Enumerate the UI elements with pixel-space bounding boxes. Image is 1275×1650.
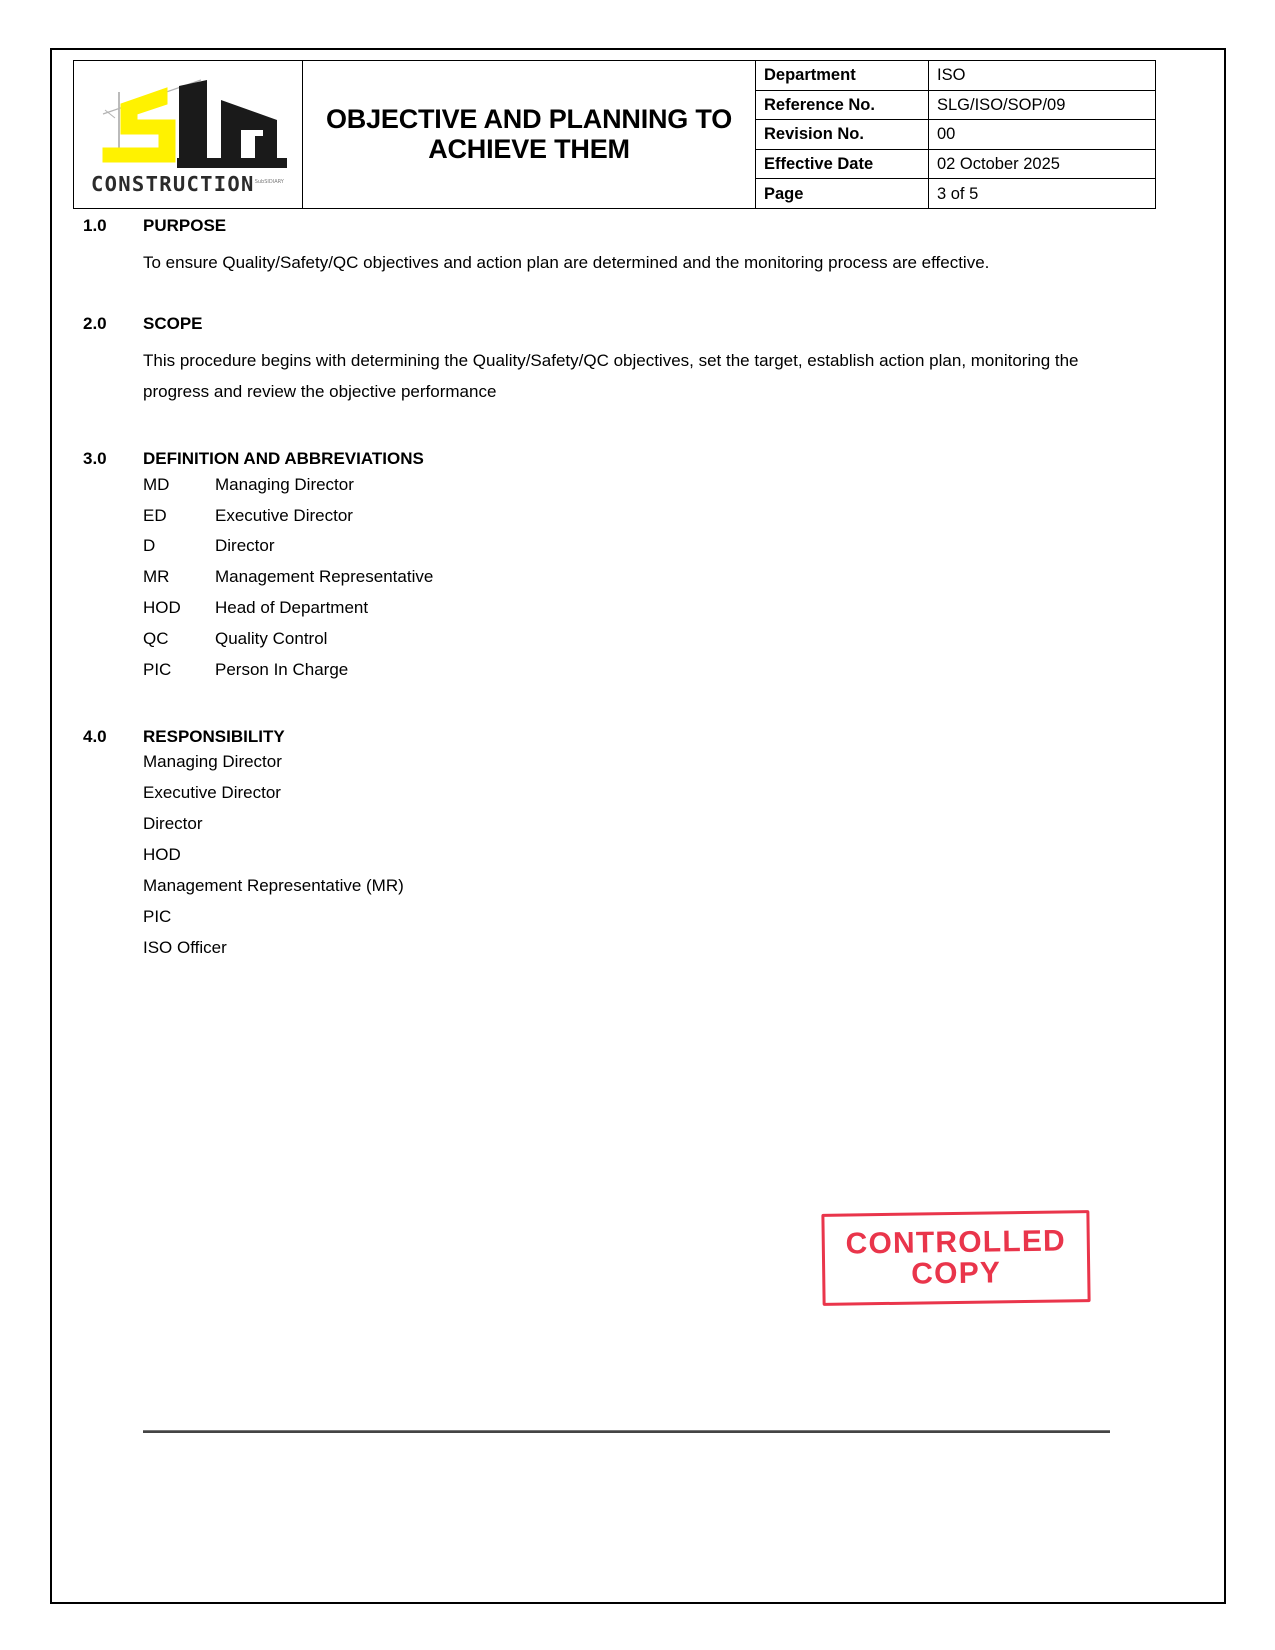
logo-subscript: SubSIDIARY: [254, 179, 284, 186]
section-scope: [0, 313, 1275, 408]
meta-row-reference-no: [756, 90, 1155, 120]
stamp-line-2: COPY: [911, 1256, 1002, 1291]
abbreviation-key: MR: [143, 567, 170, 587]
meta-label-effective-date: Effective Date: [756, 149, 929, 179]
list-item: Executive Director: [143, 783, 281, 803]
list-item: [143, 593, 1275, 624]
meta-label-revision-no: Revision No.: [756, 120, 929, 150]
section-definitions-title: DEFINITION AND ABBREVIATIONS: [143, 449, 424, 469]
list-item: Managing Director: [143, 752, 282, 772]
logo-wordmark: [91, 171, 295, 196]
spacer: [0, 279, 1275, 313]
document-body: [0, 215, 1275, 964]
section-purpose-number: 1.0: [83, 216, 107, 235]
abbreviation-key: ED: [143, 505, 167, 525]
meta-value-reference-no: SLG/ISO/SOP/09: [929, 90, 1156, 120]
section-definitions-number: 3.0: [83, 449, 107, 469]
abbreviation-value: Person In Charge: [215, 660, 349, 680]
list-item: ISO Officer: [143, 938, 227, 957]
section-responsibility-heading: [0, 726, 1275, 747]
list-item: [143, 624, 1275, 655]
list-item: [143, 655, 1275, 686]
meta-row-revision-no: [756, 120, 1155, 150]
spacer: [0, 408, 1275, 448]
list-item: PIC: [143, 907, 172, 927]
document-title: OBJECTIVE AND PLANNING TO ACHIEVE THEM: [303, 61, 756, 209]
abbreviation-list: [143, 470, 1275, 687]
meta-label-department: Department: [756, 61, 929, 90]
logo-wordmark-text: CONSTRUCTION: [91, 171, 255, 196]
list-item: [143, 562, 1275, 593]
abbreviation-key: D: [143, 536, 156, 556]
section-purpose-title: PURPOSE: [143, 216, 227, 235]
meta-value-page: 3 of 5: [929, 179, 1156, 208]
abbreviation-value: Head of Department: [215, 598, 369, 618]
section-definitions: [0, 448, 1275, 686]
section-scope-title: SCOPE: [143, 314, 203, 334]
section-responsibility: [0, 726, 1275, 964]
footer-divider: [143, 1430, 1110, 1433]
document-meta-cell: [756, 61, 1156, 209]
abbreviation-value: Management Representative: [215, 567, 434, 587]
list-item: [143, 470, 1275, 501]
logo-cell: [74, 61, 303, 209]
abbreviation-key: QC: [143, 629, 169, 649]
section-scope-heading: [0, 313, 1275, 334]
spacer: [0, 334, 1275, 346]
section-responsibility-number: 4.0: [83, 727, 107, 747]
meta-row-effective-date: [756, 149, 1155, 179]
responsibility-list: [143, 747, 1275, 964]
abbreviation-value: Executive Director: [215, 505, 353, 525]
abbreviation-value: Managing Director: [215, 474, 354, 494]
meta-value-effective-date: 02 October 2025: [929, 149, 1156, 179]
section-purpose-body: To ensure Quality/Safety/QC objectives and action plan are determined and the monitoring process are effective.: [143, 253, 990, 273]
list-item: Management Representative (MR): [143, 876, 404, 896]
abbreviation-key: PIC: [143, 660, 172, 680]
meta-label-reference-no: Reference No.: [756, 90, 929, 120]
document-meta-table: [756, 61, 1155, 208]
abbreviation-value: Director: [215, 536, 275, 556]
spacer: [0, 236, 1275, 248]
section-scope-body: This procedure begins with determining the Quality/Safety/QC objectives, set the target, establish action plan, monitoring the progress and review the objective performance: [143, 351, 1079, 402]
section-purpose-heading: [0, 215, 1275, 236]
meta-label-page: Page: [756, 179, 929, 208]
section-purpose: [0, 215, 1275, 279]
list-item: [143, 531, 1275, 562]
document-header-table: [73, 60, 1156, 209]
meta-value-revision-no: 00: [929, 120, 1156, 150]
list-item: [143, 501, 1275, 532]
meta-row-page: [756, 179, 1155, 208]
spacer: [0, 686, 1275, 726]
abbreviation-key: MD: [143, 474, 170, 494]
meta-row-department: [756, 61, 1155, 90]
company-logo: [81, 74, 295, 194]
abbreviation-value: Quality Control: [215, 629, 328, 649]
stamp-line-1: CONTROLLED: [845, 1223, 1067, 1261]
controlled-copy-stamp: [821, 1210, 1090, 1306]
section-scope-number: 2.0: [83, 314, 107, 334]
section-definitions-heading: [0, 448, 1275, 469]
meta-value-department: ISO: [929, 61, 1156, 90]
section-responsibility-title: RESPONSIBILITY: [143, 727, 285, 747]
abbreviation-key: HOD: [143, 598, 181, 618]
list-item: HOD: [143, 845, 181, 865]
list-item: Director: [143, 814, 203, 834]
slg-logo-icon: [81, 74, 295, 174]
